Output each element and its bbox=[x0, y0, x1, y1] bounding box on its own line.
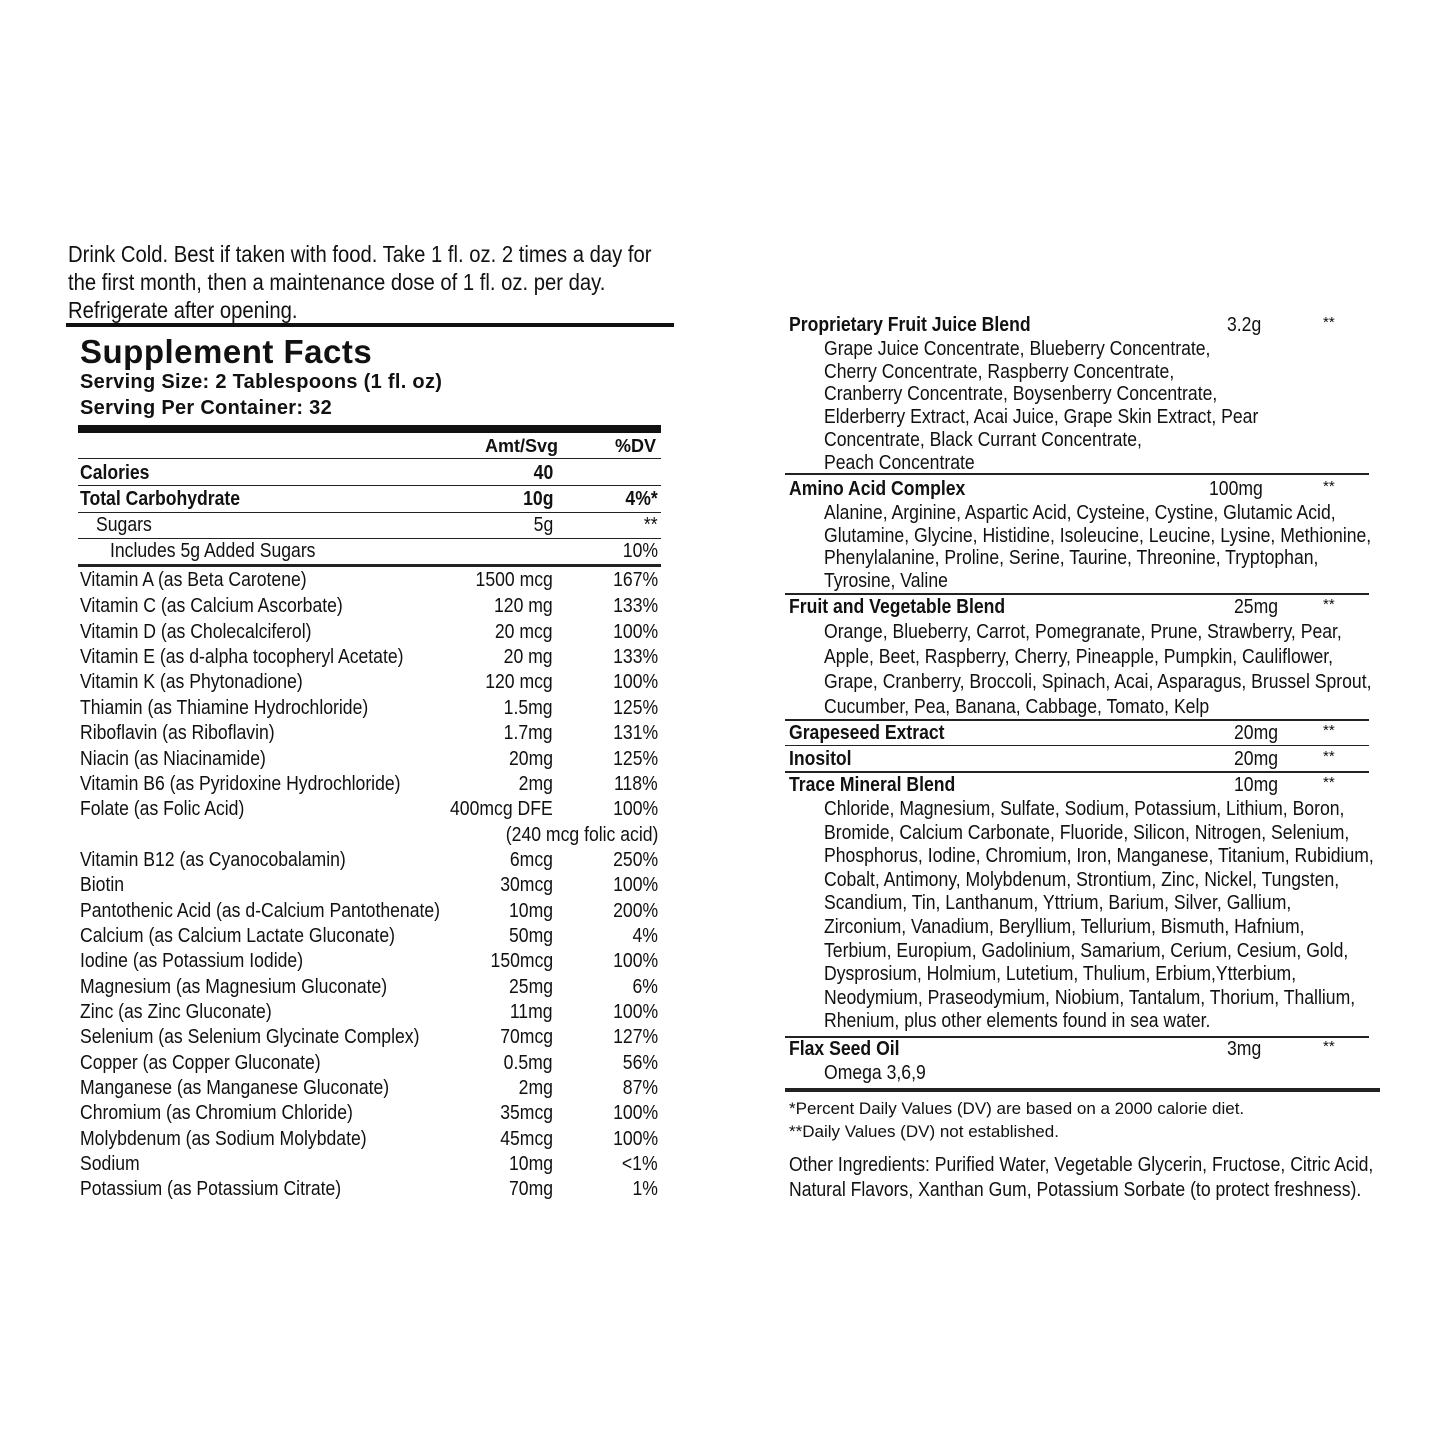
blend-dv: ** bbox=[1323, 1038, 1335, 1055]
nutrient-name: Iodine (as Potassium Iodide) bbox=[80, 950, 304, 972]
blend-amount: 10mg bbox=[1234, 774, 1279, 796]
nutrient-name: Total Carbohydrate bbox=[80, 488, 241, 510]
blend-amount: 3.2g bbox=[1227, 314, 1262, 336]
blend-ingredient-line: Tyrosine, Valine bbox=[824, 569, 948, 592]
blend-name: Grapeseed Extract bbox=[789, 722, 945, 744]
directions-line: Drink Cold. Best if taken with food. Take 1 fl. oz. 2 times a day for bbox=[68, 241, 652, 267]
blend-amount: 3mg bbox=[1227, 1038, 1262, 1060]
nutrient-amount: 2mg bbox=[518, 1077, 553, 1099]
blend-ingredient-line: Cranberry Concentrate, Boysenberry Concentrate, bbox=[824, 383, 1218, 406]
blend-ingredient-line: Elderberry Extract, Acai Juice, Grape Skin Extract, Pear bbox=[824, 406, 1259, 429]
nutrient-amount: 1.5mg bbox=[504, 697, 553, 719]
nutrient-dv: 100% bbox=[612, 621, 658, 643]
blend-ingredient-line: Zirconium, Vanadium, Beryllium, Tellurium, Bismuth, Hafnium, bbox=[824, 915, 1305, 938]
nutrient-dv: 100% bbox=[612, 874, 658, 896]
nutrient-amount: 120 mg bbox=[494, 595, 553, 617]
nutrient-name: Magnesium (as Magnesium Gluconate) bbox=[80, 976, 388, 998]
facts-row bbox=[78, 513, 661, 538]
blend-ingredient-line: Rhenium, plus other elements found in sea water. bbox=[824, 1010, 1211, 1033]
dv-column-header: %DV bbox=[615, 436, 657, 456]
nutrient-name: Vitamin A (as Beta Carotene) bbox=[80, 569, 307, 591]
nutrient-amount: (240 mcg folic acid) bbox=[505, 824, 658, 846]
nutrient-dv: 200% bbox=[612, 900, 658, 922]
nutrient-amount: 25mg bbox=[508, 976, 553, 998]
blend-name: Inositol bbox=[789, 748, 852, 770]
blend-ingredients bbox=[824, 620, 1371, 720]
facts-row bbox=[78, 975, 661, 1000]
nutrient-dv: 125% bbox=[612, 748, 658, 770]
nutrient-dv: 250% bbox=[612, 849, 658, 871]
facts-row bbox=[78, 1152, 661, 1177]
nutrient-amount: 1.7mg bbox=[504, 722, 553, 744]
facts-row bbox=[78, 899, 661, 924]
blend-ingredient-line: Alanine, Arginine, Aspartic Acid, Cysteine, Cystine, Glutamic Acid, bbox=[824, 502, 1336, 524]
nutrient-dv: 131% bbox=[612, 722, 658, 744]
blend-ingredient-line: Cobalt, Antimony, Molybdenum, Strontium, Zinc, Nickel, Tungsten, bbox=[824, 868, 1340, 891]
blend-ingredient-line: Scandium, Tin, Lanthanum, Yttrium, Barium, Silver, Gallium, bbox=[824, 892, 1292, 915]
nutrient-dv: 133% bbox=[612, 646, 658, 668]
footnote-dv-not-established: **Daily Values (DV) not established. bbox=[789, 1122, 1059, 1141]
blend-divider bbox=[785, 745, 1369, 746]
nutrient-amount: 150mcg bbox=[490, 950, 553, 972]
blend-ingredients bbox=[824, 1062, 926, 1084]
nutrient-amount: 45mcg bbox=[500, 1128, 553, 1150]
blend-ingredient-line: Bromide, Calcium Carbonate, Fluoride, Silicon, Nitrogen, Selenium, bbox=[824, 821, 1350, 844]
blend-name: Fruit and Vegetable Blend bbox=[789, 596, 1006, 618]
nutrient-dv: ** bbox=[644, 514, 658, 536]
facts-row bbox=[78, 1127, 661, 1152]
facts-row bbox=[78, 1000, 661, 1025]
blend-ingredient-line: Omega 3,6,9 bbox=[824, 1062, 926, 1084]
nutrient-dv: 87% bbox=[622, 1077, 658, 1099]
facts-row bbox=[78, 696, 661, 721]
nutrient-dv: 1% bbox=[632, 1178, 658, 1200]
nutrient-amount: 2mg bbox=[518, 773, 553, 795]
blend-dv: ** bbox=[1323, 748, 1335, 765]
directions-text bbox=[68, 240, 708, 324]
other-ingredients bbox=[789, 1153, 1429, 1203]
blend-ingredients bbox=[824, 502, 1371, 592]
blend-ingredient-line: Concentrate, Black Currant Concentrate, bbox=[824, 428, 1142, 451]
nutrient-amount: 70mg bbox=[508, 1178, 553, 1200]
footnote-dv-basis: *Percent Daily Values (DV) are based on a 2000 calorie diet. bbox=[789, 1099, 1245, 1118]
nutrient-name: Sugars bbox=[96, 514, 152, 536]
facts-row bbox=[78, 594, 661, 619]
facts-row bbox=[78, 645, 661, 670]
nutrient-name: Manganese (as Manganese Gluconate) bbox=[80, 1077, 390, 1099]
blend-ingredient-line: Peach Concentrate bbox=[824, 451, 975, 474]
nutrient-dv: 100% bbox=[612, 1001, 658, 1023]
nutrient-amount: 0.5mg bbox=[504, 1052, 553, 1074]
facts-row bbox=[78, 1051, 661, 1076]
nutrient-name: Vitamin C (as Calcium Ascorbate) bbox=[80, 595, 343, 617]
facts-row bbox=[78, 1177, 661, 1202]
facts-row bbox=[78, 670, 661, 695]
facts-row bbox=[78, 772, 661, 797]
blend-ingredient-line: Grape Juice Concentrate, Blueberry Concentrate, bbox=[824, 338, 1211, 360]
nutrient-name: Zinc (as Zinc Gluconate) bbox=[80, 1001, 272, 1023]
nutrient-name: Vitamin K (as Phytonadione) bbox=[80, 671, 303, 693]
nutrient-name: Niacin (as Niacinamide) bbox=[80, 748, 266, 770]
blend-ingredient-line: Neodymium, Praseodymium, Niobium, Tantalum, Thorium, Thallium, bbox=[824, 986, 1356, 1009]
nutrient-amount: 120 mcg bbox=[485, 671, 553, 693]
facts-row bbox=[78, 924, 661, 949]
blend-ingredient-line: Phosphorus, Iodine, Chromium, Iron, Manganese, Titanium, Rubidium, bbox=[824, 845, 1374, 868]
blend-ingredient-line: Apple, Beet, Raspberry, Cherry, Pineapple, Pumpkin, Cauliflower, bbox=[824, 646, 1334, 668]
nutrient-amount: 1500 mcg bbox=[475, 569, 553, 591]
amount-column-header: Amt/Svg bbox=[485, 436, 559, 456]
directions-line: the first month, then a maintenance dose of 1 fl. oz. per day. bbox=[68, 269, 606, 295]
nutrient-amount: 6mcg bbox=[509, 849, 553, 871]
facts-row bbox=[78, 1076, 661, 1101]
blend-divider bbox=[785, 1088, 1380, 1092]
facts-row bbox=[78, 461, 661, 486]
blend-amount: 20mg bbox=[1234, 722, 1279, 744]
blend-amount: 100mg bbox=[1209, 478, 1263, 500]
nutrient-amount: 30mcg bbox=[500, 874, 553, 896]
nutrient-amount: 20 mcg bbox=[495, 621, 553, 643]
facts-row bbox=[78, 797, 661, 822]
nutrient-dv: 10% bbox=[622, 540, 658, 562]
nutrient-name: Calcium (as Calcium Lactate Gluconate) bbox=[80, 925, 395, 947]
nutrient-name: Pantothenic Acid (as d-Calcium Pantothenate) bbox=[80, 900, 441, 922]
nutrient-amount: 10mg bbox=[508, 900, 553, 922]
nutrient-amount: 11mg bbox=[510, 1001, 553, 1023]
nutrient-dv: 125% bbox=[612, 697, 658, 719]
nutrient-name: Sodium bbox=[80, 1153, 140, 1175]
blend-amount: 25mg bbox=[1234, 596, 1279, 618]
nutrient-dv: 167% bbox=[612, 569, 658, 591]
blend-ingredient-line: Grape, Cranberry, Broccoli, Spinach, Acai, Asparagus, Brussel Sprout, bbox=[824, 671, 1372, 693]
nutrient-dv: 118% bbox=[614, 773, 658, 795]
nutrient-amount: 5g bbox=[533, 514, 553, 536]
blend-ingredients bbox=[824, 338, 1258, 474]
nutrient-dv: 100% bbox=[612, 798, 658, 820]
nutrient-dv: 100% bbox=[612, 671, 658, 693]
facts-row bbox=[78, 949, 661, 974]
blend-ingredient-line: Cherry Concentrate, Raspberry Concentrate, bbox=[824, 360, 1175, 383]
servings-per-container: Serving Per Container: 32 bbox=[80, 397, 333, 419]
blend-ingredient-line: Glutamine, Glycine, Histidine, Isoleucine, Leucine, Lysine, Methionine, bbox=[824, 524, 1372, 547]
facts-row bbox=[78, 620, 661, 645]
nutrient-dv: 4% bbox=[632, 925, 658, 947]
blend-ingredient-line: Phenylalanine, Proline, Serine, Taurine, Threonine, Tryptophan, bbox=[824, 547, 1319, 569]
facts-row bbox=[78, 848, 661, 873]
facts-row-divider bbox=[78, 458, 661, 459]
nutrient-name: Biotin bbox=[80, 874, 125, 896]
blend-dv: ** bbox=[1323, 314, 1335, 331]
facts-row bbox=[78, 539, 661, 564]
blend-divider bbox=[785, 771, 1369, 773]
facts-row bbox=[78, 823, 661, 848]
serving-size: Serving Size: 2 Tablespoons (1 fl. oz) bbox=[80, 371, 443, 393]
nutrient-name: Copper (as Copper Gluconate) bbox=[80, 1052, 321, 1074]
nutrient-name: Riboflavin (as Riboflavin) bbox=[80, 722, 275, 744]
nutrient-name: Vitamin E (as d-alpha tocopheryl Acetate) bbox=[80, 646, 404, 668]
facts-title: Supplement Facts bbox=[80, 333, 373, 370]
directions-line: Refrigerate after opening. bbox=[68, 297, 298, 323]
nutrient-dv: 100% bbox=[612, 1102, 658, 1124]
blend-dv: ** bbox=[1323, 596, 1335, 613]
nutrient-name: Molybdenum (as Sodium Molybdate) bbox=[80, 1128, 367, 1150]
nutrient-name: Includes 5g Added Sugars bbox=[110, 540, 316, 562]
nutrient-dv: 4%* bbox=[625, 488, 658, 510]
nutrient-amount: 50mg bbox=[508, 925, 553, 947]
other-ingredients-line: Other Ingredients: Purified Water, Vegetable Glycerin, Fructose, Citric Acid, bbox=[789, 1154, 1374, 1176]
blend-dv: ** bbox=[1323, 478, 1335, 495]
blend-ingredient-line: Terbium, Europium, Gadolinium, Samarium, Cerium, Cesium, Gold, bbox=[824, 939, 1349, 962]
blend-ingredient-line: Cucumber, Pea, Banana, Cabbage, Tomato, Kelp bbox=[824, 696, 1210, 718]
blend-dv: ** bbox=[1323, 774, 1335, 791]
facts-row bbox=[78, 747, 661, 772]
facts-row bbox=[78, 873, 661, 898]
blend-ingredient-line: Chloride, Magnesium, Sulfate, Sodium, Potassium, Lithium, Boron, bbox=[824, 798, 1345, 820]
blend-amount: 20mg bbox=[1234, 748, 1279, 770]
top-divider bbox=[66, 323, 674, 327]
facts-row bbox=[78, 1101, 661, 1126]
blend-dv: ** bbox=[1323, 722, 1335, 739]
nutrient-name: Folate (as Folic Acid) bbox=[80, 798, 245, 820]
facts-thick-divider bbox=[78, 425, 661, 433]
blend-ingredients bbox=[824, 798, 1374, 1034]
nutrient-name: Thiamin (as Thiamine Hydrochloride) bbox=[80, 697, 369, 719]
nutrient-amount: 20mg bbox=[508, 748, 553, 770]
nutrient-name: Vitamin B6 (as Pyridoxine Hydrochloride) bbox=[80, 773, 401, 795]
nutrient-name: Chromium (as Chromium Chloride) bbox=[80, 1102, 353, 1124]
blend-name: Amino Acid Complex bbox=[789, 478, 966, 500]
other-ingredients-line: Natural Flavors, Xanthan Gum, Potassium Sorbate (to protect freshness). bbox=[789, 1179, 1362, 1201]
nutrient-dv: 127% bbox=[612, 1026, 658, 1048]
facts-row bbox=[78, 721, 661, 746]
nutrient-dv: 6% bbox=[632, 976, 658, 998]
nutrient-name: Calories bbox=[80, 462, 150, 484]
blend-name: Flax Seed Oil bbox=[789, 1038, 900, 1060]
nutrient-amount: 400mcg DFE bbox=[450, 798, 553, 820]
facts-row bbox=[78, 487, 661, 512]
nutrient-dv: <1% bbox=[622, 1153, 658, 1175]
blend-divider bbox=[785, 593, 1369, 595]
facts-row bbox=[78, 1025, 661, 1050]
nutrient-amount: 20 mg bbox=[504, 646, 553, 668]
blend-name: Trace Mineral Blend bbox=[789, 774, 956, 796]
nutrient-dv: 56% bbox=[622, 1052, 658, 1074]
nutrient-name: Vitamin B12 (as Cyanocobalamin) bbox=[80, 849, 346, 871]
nutrient-amount: 40 bbox=[533, 462, 553, 484]
facts-row-divider bbox=[78, 564, 661, 567]
nutrient-name: Potassium (as Potassium Citrate) bbox=[80, 1178, 342, 1200]
nutrient-name: Selenium (as Selenium Glycinate Complex) bbox=[80, 1026, 420, 1048]
nutrient-dv: 133% bbox=[612, 595, 658, 617]
blend-ingredient-line: Dysprosium, Holmium, Lutetium, Thulium, Erbium,Ytterbium, bbox=[824, 963, 1297, 986]
nutrient-amount: 10mg bbox=[508, 1153, 553, 1175]
facts-row bbox=[78, 568, 661, 593]
nutrient-amount: 35mcg bbox=[500, 1102, 553, 1124]
nutrient-dv: 100% bbox=[612, 1128, 658, 1150]
nutrient-name: Vitamin D (as Cholecalciferol) bbox=[80, 621, 312, 643]
nutrient-amount: 70mcg bbox=[500, 1026, 553, 1048]
nutrient-amount: 10g bbox=[522, 488, 553, 510]
nutrient-dv: 100% bbox=[612, 950, 658, 972]
blend-name: Proprietary Fruit Juice Blend bbox=[789, 314, 1031, 336]
blend-ingredient-line: Orange, Blueberry, Carrot, Pomegranate, Prune, Strawberry, Pear, bbox=[824, 621, 1342, 643]
